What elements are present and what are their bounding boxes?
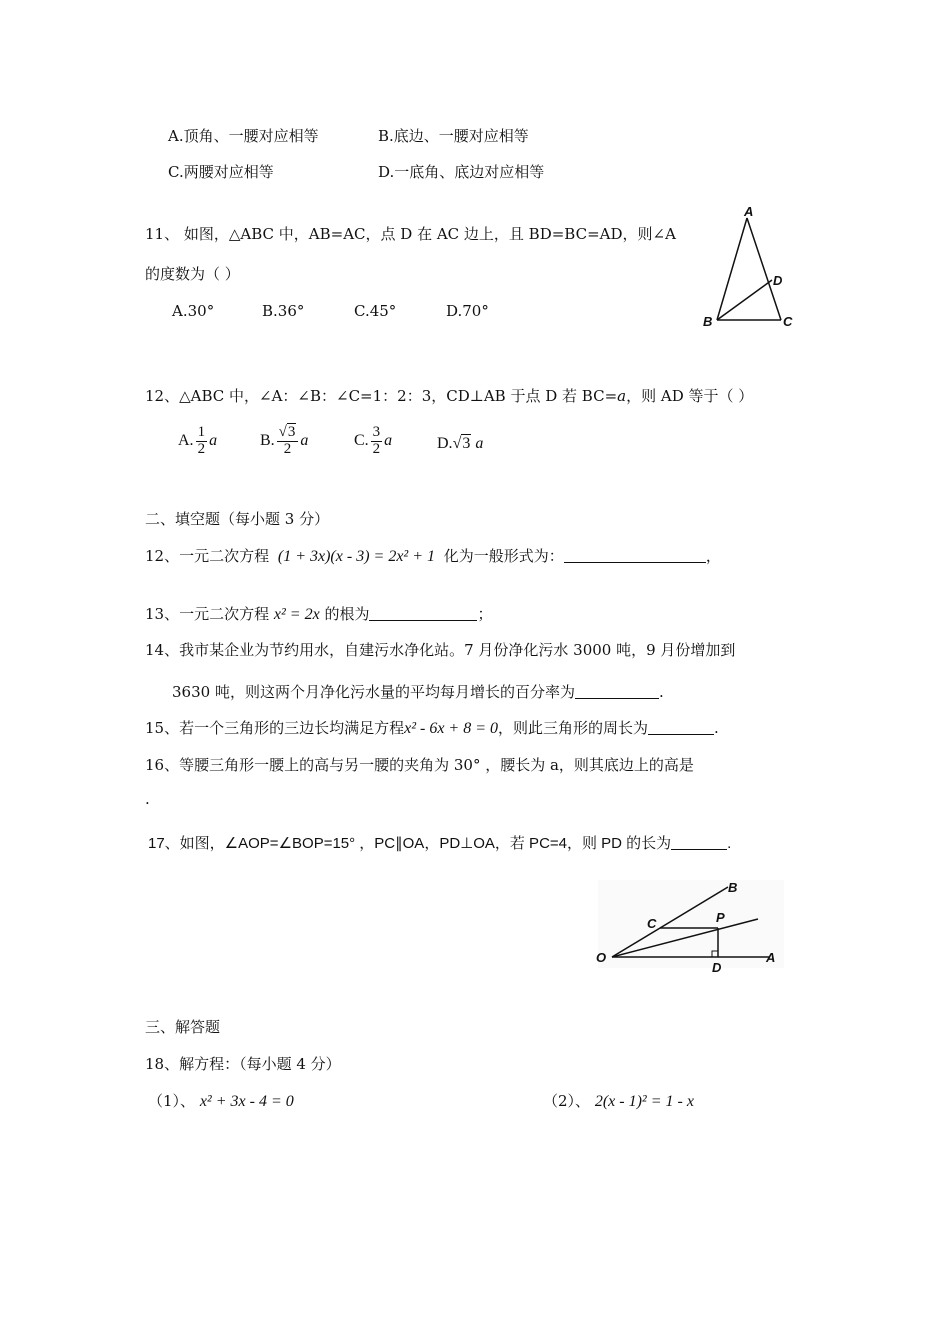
answer-blank[interactable]	[564, 548, 706, 563]
fraction-numerator: 3	[372, 424, 381, 440]
radicand: 3	[287, 424, 296, 440]
q12-option-b-fraction	[277, 425, 299, 458]
q11-label-d: D	[773, 273, 783, 288]
q16-line1: 16、等腰三角形一腰上的高与另一腰的夹角为 30° ，腰长为 a，则其底边上的高是	[145, 756, 694, 774]
q12b-tail: 化为一般形式为：	[443, 547, 564, 565]
q12-option-a	[178, 425, 217, 458]
q12-stem-text: 12、△ABC 中，∠A：∠B：∠C=1：2：3，CD⊥AB 于点 D 若 BC=	[145, 387, 618, 405]
q11-triangle-figure	[695, 200, 805, 335]
q11-label-b: B	[703, 314, 713, 329]
section2-heading: 二、填空题（每小题 3 分）	[145, 510, 330, 528]
q12-option-d-var: a	[475, 435, 484, 452]
q17-end: .	[727, 835, 732, 852]
fraction-numerator: 1	[197, 424, 206, 440]
q17-label-a: A	[766, 950, 776, 965]
answer-blank[interactable]	[648, 720, 714, 735]
sqrt-symbol: √	[452, 435, 462, 452]
q12b-equation: (1 + 3x)(x - 3) = 2x² + 1	[277, 548, 436, 565]
q11-option-d: D.70°	[446, 302, 489, 320]
q11-option-a: A.30°	[172, 302, 215, 320]
radicand: 3	[462, 435, 471, 452]
q12-option-c-label: C.	[354, 431, 369, 449]
q12-option-a-label: A.	[178, 431, 194, 449]
q15-end: .	[714, 719, 719, 737]
q18-part2-equation: 2(x - 1)² = 1 - x	[594, 1093, 694, 1110]
q12-stem-tail: ，则 AD 等于（ ）	[626, 387, 754, 405]
q12-option-c-var: a	[384, 431, 393, 449]
q18-part1-label: （1）、	[148, 1092, 196, 1110]
q12b-label: 12、一元二次方程	[145, 547, 270, 565]
q15-label: 15、若一个三角形的三边长均满足方程	[145, 719, 405, 737]
fraction-numerator	[277, 425, 299, 442]
q13-end: ；	[477, 605, 493, 623]
q17-text: 17、如图，∠AOP=∠BOP=15° ，PC∥OA，PD⊥OA，若 PC=4，则 PD 的长为	[148, 835, 672, 852]
q18-part1	[148, 1092, 294, 1111]
q14-line2-text: 3630 吨，则这两个月净化污水量的平均每月增长的百分率为	[172, 683, 575, 701]
q13-label: 13、一元二次方程	[145, 605, 270, 623]
q11-label-a: A	[744, 204, 754, 219]
q10-option-d: D.一底角、底边对应相等	[378, 163, 545, 181]
q10-option-a: A.顶角、一腰对应相等	[168, 127, 319, 145]
fraction-denominator: 2	[372, 440, 381, 457]
q13-tail: 的根为	[324, 605, 370, 623]
q18-part2	[543, 1092, 694, 1111]
q15-equation: x² - 6x + 8 = 0	[404, 720, 499, 737]
q12-option-b-label: B.	[260, 431, 275, 449]
q15-tail: ，则此三角形的周长为	[498, 719, 649, 737]
q12-option-b	[260, 425, 308, 458]
q17-label-d: D	[712, 960, 722, 973]
q10-option-b: B.底边、一腰对应相等	[378, 127, 529, 145]
section3-heading: 三、解答题	[145, 1018, 221, 1036]
q18-part1-equation: x² + 3x - 4 = 0	[199, 1093, 294, 1110]
q17-label-p: P	[716, 910, 725, 925]
answer-blank[interactable]	[369, 606, 477, 621]
q12b-fill	[145, 547, 721, 566]
q17-label-b: B	[728, 880, 738, 895]
q11-stem-line1: 11、 如图，△ABC 中，AB=AC，点 D 在 AC 边上，且 BD=BC=AD，则∠A	[145, 225, 676, 243]
q16-line2: .	[145, 790, 150, 808]
q13-fill	[145, 605, 492, 624]
fraction-denominator: 2	[197, 440, 206, 457]
q17-label-o: O	[596, 950, 607, 965]
q12-option-d-label: D.	[437, 435, 453, 452]
q15-fill	[145, 719, 719, 738]
q18-part2-label: （2）、	[543, 1092, 591, 1110]
q14-end: .	[658, 683, 664, 701]
q12-option-b-var: a	[300, 431, 309, 449]
q10-option-c: C.两腰对应相等	[168, 163, 274, 181]
q12-option-c	[354, 425, 392, 458]
q11-stem-line2: 的度数为（ ）	[145, 265, 240, 283]
q12-option-a-var: a	[209, 431, 218, 449]
q12-option-c-fraction	[371, 425, 383, 458]
answer-blank[interactable]	[575, 684, 659, 699]
fraction-denominator: 2	[283, 440, 292, 457]
q11-option-c: C.45°	[354, 302, 397, 320]
q12b-end: ，	[705, 547, 721, 565]
q17-angle-figure	[590, 878, 790, 973]
q18-title: 18、解方程：（每小题 4 分）	[145, 1055, 341, 1073]
q12-option-d	[437, 434, 483, 453]
q14-line2	[172, 683, 664, 701]
q11-label-c: C	[783, 314, 793, 329]
answer-blank[interactable]	[671, 835, 727, 850]
sqrt-symbol: √	[278, 424, 287, 440]
q12-stem-var: a	[617, 387, 627, 405]
q17-label-c: C	[647, 916, 657, 931]
q11-option-b: B.36°	[262, 302, 305, 320]
q14-line1: 14、我市某企业为节约用水，自建污水净化站。7 月份净化污水 3000 吨，9 月份增加到	[145, 641, 736, 659]
q12-stem	[145, 387, 753, 405]
q17-stem	[148, 835, 731, 853]
q13-equation: x² = 2x	[273, 606, 320, 623]
q12-option-a-fraction	[196, 425, 208, 458]
